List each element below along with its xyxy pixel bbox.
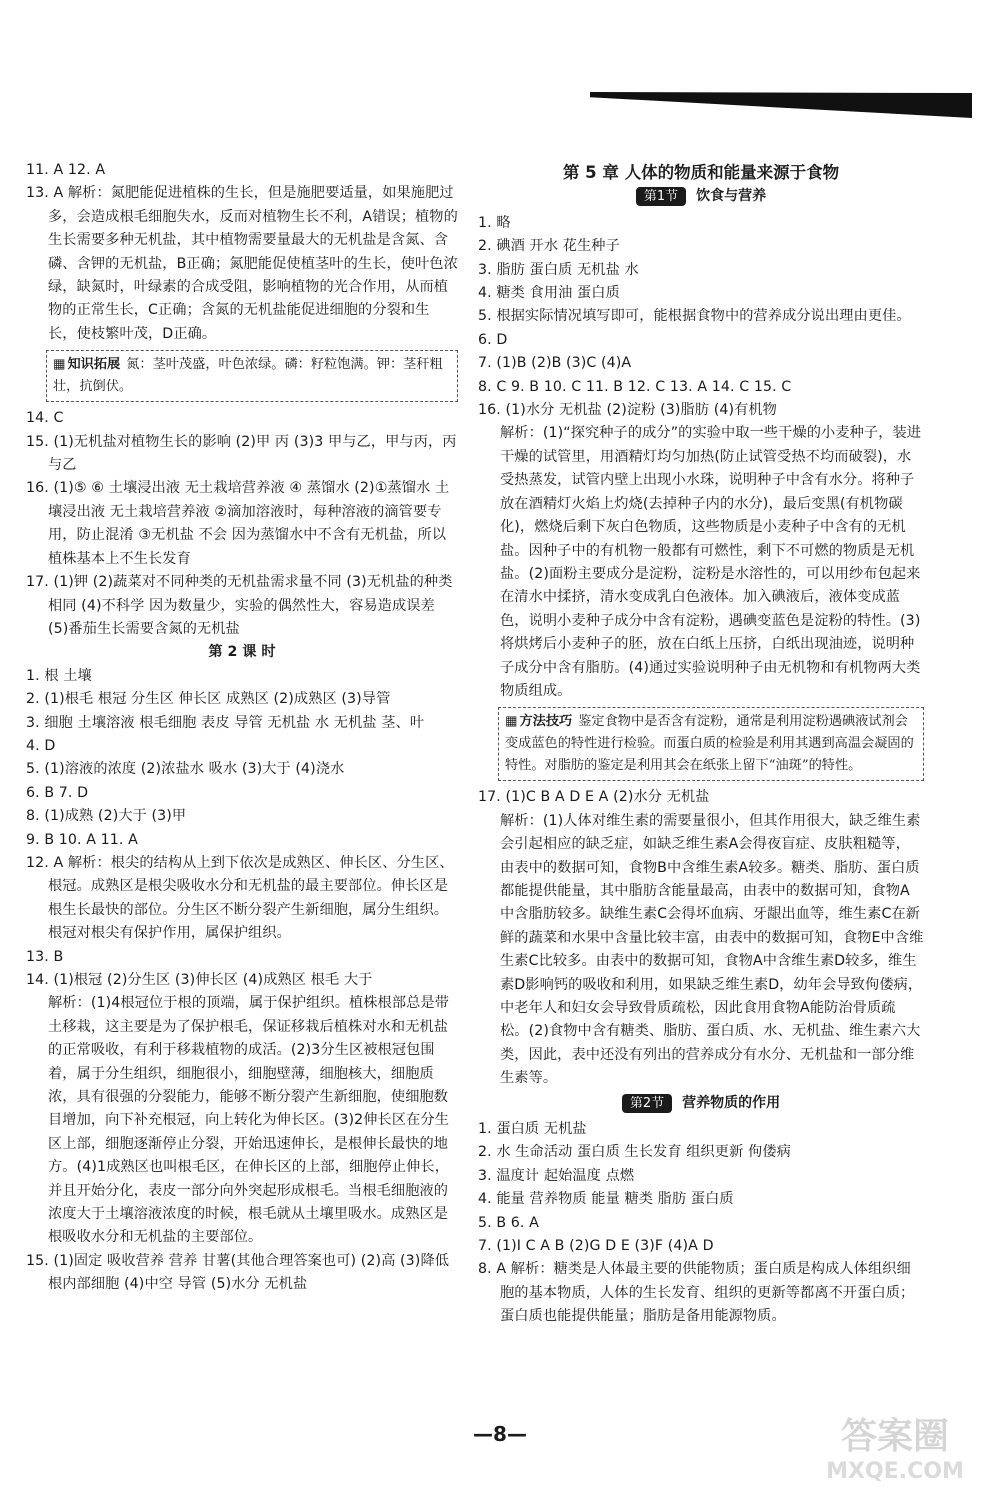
right-column [478, 159, 924, 1329]
answer-item: 8. (1)成熟 (2)大于 (3)甲 [26, 808, 187, 825]
answer-item: 14. C [26, 410, 64, 427]
answer-item: 13. A 解析：氮肥能促进植株的生长，但是施肥要适量，如果施肥过多，会造成根毛细胞失水，反而对植物生长不利，A错误；植物的生长需要多种无机盐，其中植物需要量最大的无机盐是含氮、含磷、含钾的无机盐，B正确；氮肥能促使植茎叶的生长，使叶色浓绿，缺氮时，叶绿素的合成受阻，影响植物的光合作用，从而植物的正常生长，C正确；含氮的无机盐能促进细胞的分裂和生长，使枝繁叶茂，D正确。 [26, 185, 458, 342]
answer-item: 5. (1)溶液的浓度 (2)浓盐水 吸水 (3)大于 (4)浇水 [26, 761, 345, 778]
answer-explanation: 解析：(1)“探究种子的成分”的实验中取一些干燥的小麦种子，装进干燥的试管里，用酒精灯均匀加热(防止试管受热不均而破裂)，水受热蒸发，试管内壁上出现小水珠，说明种子中含有水分。将种子放在酒精灯火焰上灼烧(去掉种子内的水分)，最后变黑(有机物碳化)，燃烧后剩下灰白色物质，这些物质是小麦种子中含有的无机盐。因种子中的有机物一般都有可燃性，剩下不可燃的物质是无机盐。(2)面粉主要成分是淀粉，淀粉是水溶性的，可以用纱布包起来在清水中揉挤，清水变成乳白色液体。加入碘液后，液体变成蓝色，说明小麦种子成分中含有淀粉，遇碘变蓝色是淀粉的特性。(3)将烘烤后小麦种子的胚，放在白纸上压挤，白纸出现油迹，说明种子成分中含有脂肪。(4)通过实验说明种子由无机物和有机物两大类物质组成。 [500, 425, 922, 699]
answer-item: 16. (1)水分 无机盐 (2)淀粉 (3)脂肪 (4)有机物 [478, 402, 777, 419]
page-number: —8— [473, 1422, 527, 1446]
chapter-title: 第 5 章 人体的物质和能量来源于食物 [562, 163, 840, 182]
answer-item: 7. (1)I C A B (2)G D E (3)F (4)A D [478, 1238, 714, 1255]
answer-explanation: 解析：(1)人体对维生素的需要量很小，但其作用很大，缺乏维生素会引起相应的缺乏症，如缺乏维生素A会得夜盲症、皮肤粗糙等，由表中的数据可知，食物B中含维生素A较多。糖类、脂肪、蛋白质都能提供能量，其中脂肪含能量最高，由表中的数据可知，食物A中含脂肪较多。缺维生素C会得坏血病、牙龈出血等，维生素C在新鲜的蔬菜和水果中含量比较丰富，由表中的数据可知，食物E中含维生素C比较多。由表中的数据可知，食物A中含维生素D较多，维生素D影响钙的吸收和利用，如果缺乏维生素D，幼年会导致佝偻病，中老年人和妇女会导致骨质疏松，因此食用食物A能防治骨质疏松。(2)食物中含有糖类、脂肪、蛋白质、水、无机盐、维生素六大类，因此，表中还没有列出的营养成分有水分、无机盐和一部分维生素等。 [500, 812, 924, 1087]
answer-item: 15. (1)固定 吸收营养 营养 甘薯(其他合理答案也可) (2)高 (3)降低 根内部细胞 (4)中空 导管 (5)水分 无机盐 [26, 1252, 450, 1293]
answer-item: 3. 脂肪 蛋白质 无机盐 水 [478, 261, 639, 278]
answer-item: 13. B [26, 948, 64, 965]
answer-item: 14. (1)根冠 (2)分生区 (3)伸长区 (4)成熟区 根毛 大于 [26, 972, 373, 988]
watermark-logo-icon [800, 1408, 990, 1486]
answer-item: 6. D [478, 331, 508, 348]
answer-item: 16. (1)⑤ ⑥ 土壤浸出液 无土栽培营养液 ④ 蒸馏水 (2)①蒸馏水 土壤浸出液 无土栽培营养液 ②滴加溶液时，每种溶液的滴管要专用，防止混淆 ③无机盐 不会 因为蒸馏水中不含有无机盐，所以植株基本上不生长发育 [26, 480, 450, 567]
section-heading [478, 1092, 924, 1115]
section-heading [478, 185, 924, 208]
answer-item: 17. (1)钾 (2)蔬菜对不同种类的无机盐需求量不同 (3)无机盐的种类 相同 (4)不科学 因为数量少，实验的偶然性大，容易造成误差 (5)番茄生长需要含氮的无机盐 [26, 574, 453, 637]
watermark-line1: 答案圈 [840, 1416, 950, 1457]
answer-item: 1. 根 土壤 [26, 667, 92, 684]
lesson-heading: 第 2 课 时 [208, 644, 276, 661]
answer-item: 3. 温度计 起始温度 点燃 [478, 1167, 635, 1184]
note-text: 氮：茎叶茂盛，叶色浓绿。磷：籽粒饱满。钾：茎秆粗壮，抗倒伏。 [53, 357, 443, 395]
answer-item: 3. 细胞 土壤溶液 根毛细胞 表皮 导管 无机盐 水 无机盐 茎、叶 [26, 714, 425, 731]
answer-item: 12. A 解析：根尖的结构从上到下依次是成熟区、伸长区、分生区、根冠。成熟区是根尖吸收水分和无机盐的最主要部位。伸长区是根生长最快的部位。分生区不断分裂产生新细胞，属分生组织。根冠对根尖有保护作用，属保护组织。 [26, 854, 454, 942]
answer-explanation: 解析：(1)4根冠位于根的顶端，属于保护组织。植株根部总是带土移栽，这主要是为了保护根毛，保证移栽后植株对水和无机盐的正常吸收，有利于移栽植物的成活。(2)3分生区被根冠包围着，属于分生组织，细胞很小，细胞壁薄，细胞核大，细胞质浓，具有很强的分裂能力，能够不断分裂产生新细胞，使细胞数目增加，向下补充根冠，向上转化为伸长区。(3)2伸长区在分生区上部，细胞逐渐停止分裂，开始迅速伸长，是根伸长最快的地方。(4)1成熟区也叫根毛区，在伸长区的上部，细胞停止伸长，并且开始分化，表皮一部分向外突起形成根毛。当根毛细胞液的浓度大于土壤溶液浓度的时候，根毛就从土壤里吸水。成熟区是根吸收水分和无机盐的主要部位。 [48, 995, 449, 1246]
answer-item: 1. 略 [478, 214, 511, 231]
watermark-line2: MXQE.COM [826, 1459, 964, 1484]
answer-item: 5. 根据实际情况填写即可，能根据食物中的营养成分说出理由更佳。 [478, 308, 911, 325]
answer-item: 7. (1)B (2)B (3)C (4)A [478, 355, 632, 372]
note-tag: ▦ 知识拓展 [53, 357, 120, 372]
answer-item: 2. 碘酒 开水 花生种子 [478, 238, 620, 255]
answer-item: 8. C 9. B 10. C 11. B 12. C 13. A 14. C 15. C [478, 378, 792, 395]
answer-item: 9. B 10. A 11. A [26, 831, 138, 848]
answer-item: 15. (1)无机盐对植物生长的影响 (2)甲 丙 (3)3 甲与乙，甲与丙，丙与乙 [26, 433, 457, 474]
answer-item: 2. (1)根毛 根冠 分生区 伸长区 成熟区 (2)成熟区 (3)导管 [26, 691, 391, 708]
answer-item: 4. D [26, 737, 56, 754]
note-tag: ▦ 方法技巧 [505, 714, 572, 729]
section-title: 营养物质的作用 [682, 1094, 781, 1111]
answer-item: 4. 能量 营养物质 能量 糖类 脂肪 蛋白质 [478, 1191, 734, 1208]
note-text: 鉴定食物中是否含有淀粉，通常是利用淀粉遇碘液试剂会变成蓝色的特性进行检验。而蛋白质的检验是利用其遇到高温会凝固的特性。对脂肪的鉴定是利用其会在纸张上留下“油斑”的特性。 [505, 714, 914, 774]
answer-item: 11. A 12. A [26, 162, 106, 178]
left-column [26, 159, 458, 1297]
section-title: 饮食与营养 [696, 188, 767, 205]
answer-item: 4. 糖类 食用油 蛋白质 [478, 285, 620, 302]
section-badge: 第1节 [636, 187, 686, 206]
answer-item: 2. 水 生命活动 蛋白质 生长发育 组织更新 佝偻病 [478, 1144, 791, 1161]
header-decoration-bar [590, 92, 972, 118]
answer-item: 8. A 解析：糖类是人体最主要的供能物质；蛋白质是构成人体组织细胞的基本物质，人体的生长发育、组织的更新等都离不开蛋白质；蛋白质也能提供能量；脂肪是备用能源物质。 [478, 1261, 915, 1325]
answer-item: 17. (1)C B A D E A (2)水分 无机盐 [478, 789, 710, 806]
answer-item: 6. B 7. D [26, 784, 89, 801]
note-box [46, 350, 458, 402]
answer-item: 5. B 6. A [478, 1214, 539, 1231]
section-badge: 第2节 [622, 1094, 672, 1113]
answer-item: 1. 蛋白质 无机盐 [478, 1121, 587, 1138]
note-box [498, 707, 924, 781]
